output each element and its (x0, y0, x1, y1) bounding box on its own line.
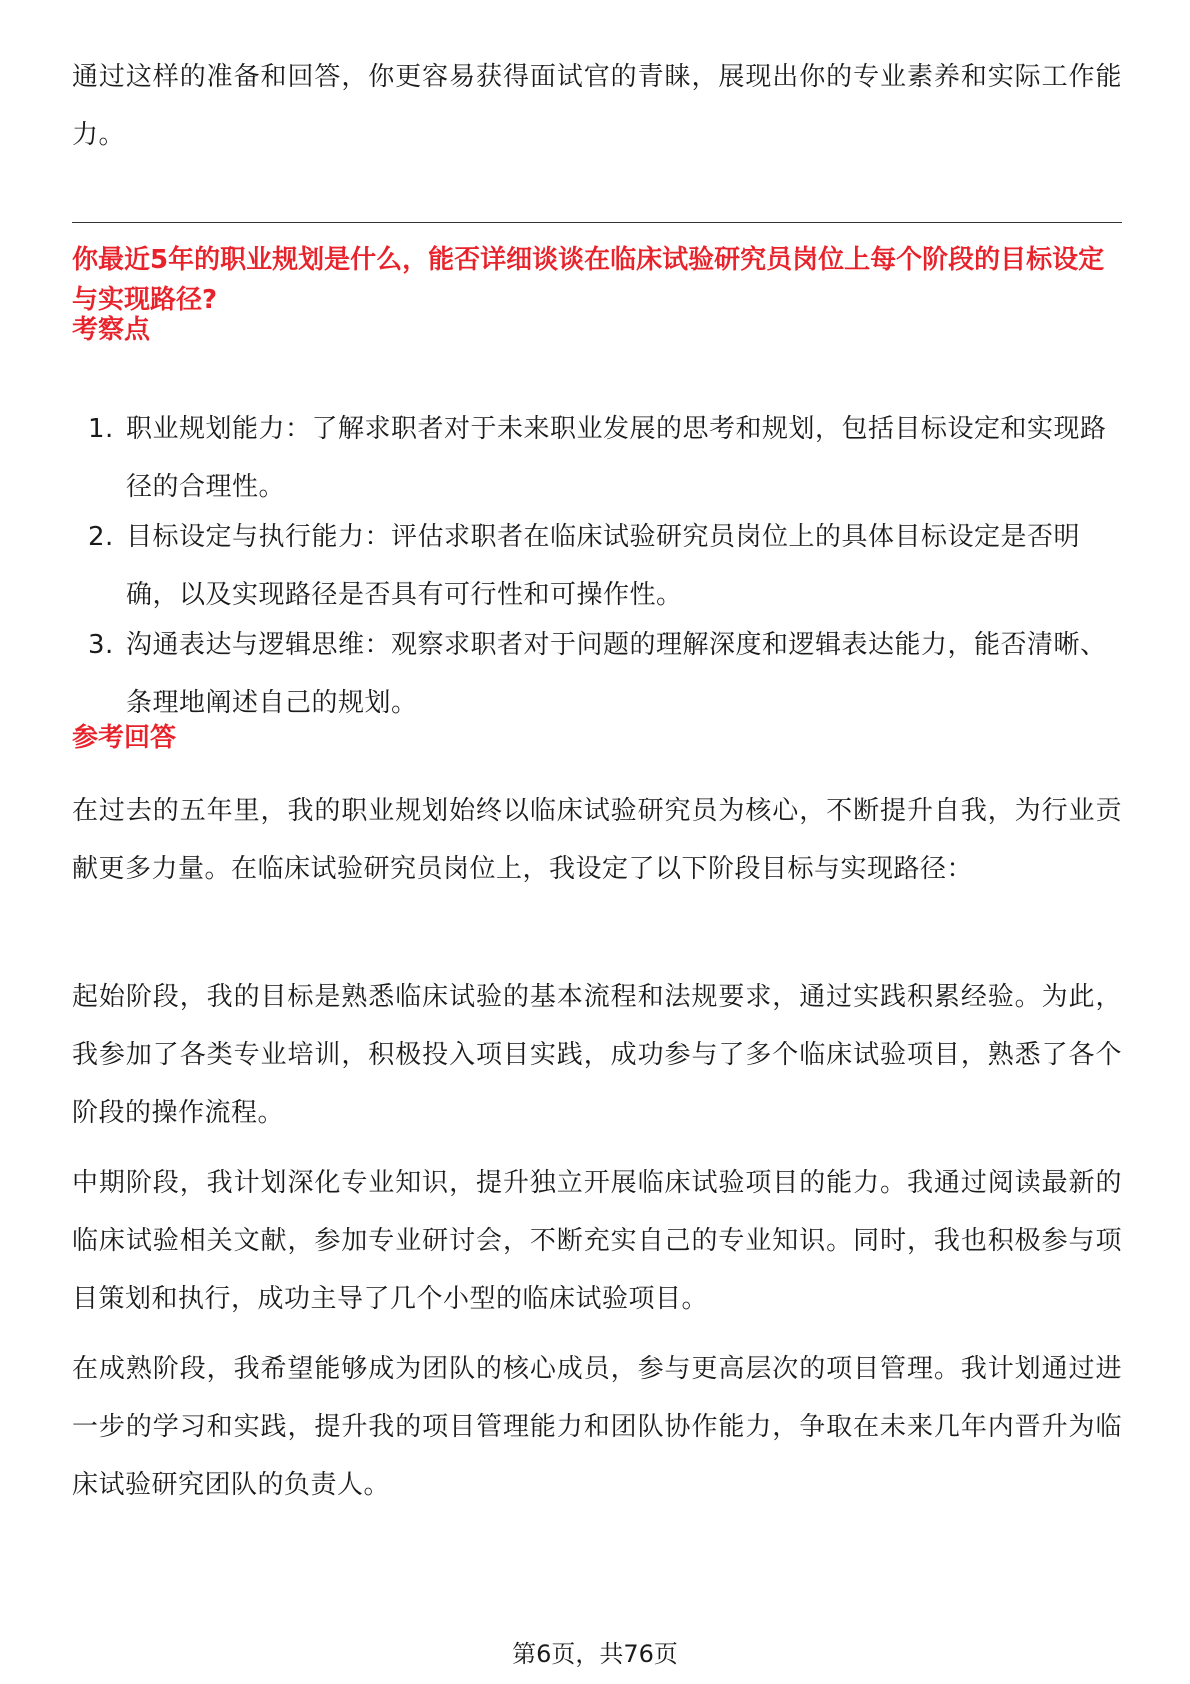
intro-block (72, 48, 1122, 164)
list-item-number: 3. (88, 630, 114, 660)
answer-paragraph-2 (72, 968, 1122, 1142)
list-item-text: 目标设定与执行能力：评估求职者在临床试验研究员岗位上的具体目标设定是否明确，以及实现路径是否具有可行性和可操作性。 (126, 522, 1081, 610)
section-divider (72, 222, 1122, 223)
assessment-list (72, 400, 1122, 732)
answer-paragraph-4 (72, 1340, 1122, 1514)
paragraph: 在成熟阶段，我希望能够成为团队的核心成员，参与更高层次的项目管理。我计划通过进一步的学习和实践，提升我的项目管理能力和团队协作能力，争取在未来几年内晋升为临床试验研究团队的负责人。 (72, 1354, 1122, 1500)
answer-title: 参考回答 (72, 723, 177, 753)
list-item (72, 400, 1122, 516)
page-number: 第6页，共76页 (512, 1640, 678, 1668)
answer-paragraph-1 (72, 782, 1122, 898)
list-item-text: 沟通表达与逻辑思维：观察求职者对于问题的理解深度和逻辑表达能力，能否清晰、条理地阐述自己的规划。 (126, 630, 1107, 718)
answer-paragraph-3 (72, 1154, 1122, 1328)
list-item-number: 2. (88, 522, 114, 552)
paragraph: 在过去的五年里，我的职业规划始终以临床试验研究员为核心，不断提升自我，为行业贡献更多力量。在临床试验研究员岗位上，我设定了以下阶段目标与实现路径： (72, 796, 1122, 884)
interview-question: 你最近5年的职业规划是什么，能否详细谈谈在临床试验研究员岗位上每个阶段的目标设定与实现路径? (72, 245, 1105, 315)
intro-paragraph: 通过这样的准备和回答，你更容易获得面试官的青睐，展现出你的专业素养和实际工作能力。 (72, 62, 1122, 150)
list-item (72, 616, 1122, 732)
assessment-title: 考察点 (72, 315, 151, 345)
paragraph: 起始阶段，我的目标是熟悉临床试验的基本流程和法规要求，通过实践积累经验。为此，我参加了各类专业培训，积极投入项目实践，成功参与了多个临床试验项目，熟悉了各个阶段的操作流程。 (72, 982, 1122, 1128)
list-item (72, 508, 1122, 624)
paragraph: 中期阶段，我计划深化专业知识，提升独立开展临床试验项目的能力。我通过阅读最新的临床试验相关文献，参加专业研讨会，不断充实自己的专业知识。同时，我也积极参与项目策划和执行，成功主导了几个小型的临床试验项目。 (72, 1168, 1122, 1314)
list-item-number: 1. (88, 414, 114, 444)
list-item-text: 职业规划能力：了解求职者对于未来职业发展的思考和规划，包括目标设定和实现路径的合理性。 (126, 414, 1107, 502)
